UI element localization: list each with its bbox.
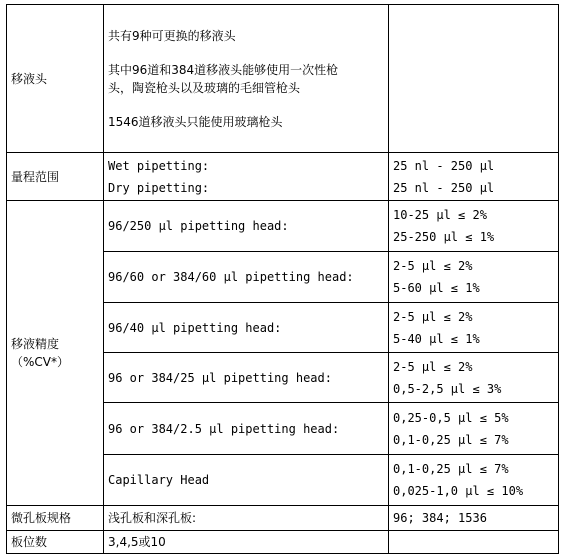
range-names-cell [104, 153, 389, 201]
spec-table [6, 4, 559, 554]
label-plate-formats: 微孔板规格 [7, 506, 104, 531]
heads-desc-line3: 头，陶瓷枪头以及玻璃的毛细管枪头 [108, 80, 301, 95]
range-wet-name: Wet pipetting: [108, 158, 210, 173]
heads-value-cell [389, 5, 559, 153]
heads-desc-line1: 共有9种可更换的移液头 [108, 28, 236, 43]
precision-head-1-name: 96/250 μl pipetting head: [104, 201, 389, 252]
precision-head-2-name: 96/60 or 384/60 μl pipetting head: [104, 252, 389, 303]
precision-head-6-v2: 0,025-1,0 μl ≤ 10% [393, 484, 524, 498]
row-volume-range [7, 153, 559, 201]
row-pipetting-heads [7, 5, 559, 153]
precision-head-4-v1: 2-5 μl ≤ 2% [393, 359, 473, 374]
precision-head-4-name: 96 or 384/25 μl pipetting head: [104, 353, 389, 403]
precision-head-2-v2: 5-60 μl ≤ 1% [393, 281, 480, 295]
precision-head-3-name: 96/40 μl pipetting head: [104, 303, 389, 353]
label-plate-positions: 板位数 [7, 531, 104, 554]
range-dry-value: 25 nl - 250 μl [393, 180, 495, 195]
precision-head-3-values [389, 303, 559, 353]
precision-row-1 [7, 201, 559, 252]
label-precision-sub: （%CV*） [11, 355, 69, 369]
precision-head-4-values [389, 353, 559, 403]
precision-head-1-v1: 10-25 μl ≤ 2% [393, 208, 487, 222]
label-precision-cell [7, 201, 104, 506]
precision-head-6-name: Capillary Head [104, 455, 389, 506]
precision-head-5-v1: 0,25-0,5 μl ≤ 5% [393, 410, 509, 425]
precision-head-5-name: 96 or 384/2.5 μl pipetting head: [104, 403, 389, 455]
heads-desc-line2: 其中96道和384道移液头能够使用一次性枪 [108, 62, 339, 77]
precision-head-1-values [389, 201, 559, 252]
plate-formats-name: 浅孔板和深孔板: [104, 506, 389, 531]
heads-desc-line4: 1546道移液头只能使用玻璃枪头 [108, 114, 283, 129]
plate-positions-value [389, 531, 559, 554]
label-volume-range: 量程范围 [7, 153, 104, 201]
precision-head-2-values [389, 252, 559, 303]
precision-head-6-v1: 0,1-0,25 μl ≤ 7% [393, 462, 509, 476]
label-pipetting-heads: 移液头 [7, 5, 104, 153]
heads-description [104, 5, 389, 153]
row-plate-positions [7, 531, 559, 554]
precision-head-5-v2: 0,1-0,25 μl ≤ 7% [393, 432, 509, 447]
precision-head-3-v2: 5-40 μl ≤ 1% [393, 331, 480, 346]
range-values-cell [389, 153, 559, 201]
precision-head-6-values [389, 455, 559, 506]
precision-head-2-v1: 2-5 μl ≤ 2% [393, 259, 473, 273]
precision-head-4-v2: 0,5-2,5 μl ≤ 3% [393, 381, 502, 396]
precision-head-1-v2: 25-250 μl ≤ 1% [393, 230, 495, 244]
precision-head-3-v1: 2-5 μl ≤ 2% [393, 309, 473, 324]
range-dry-name: Dry pipetting: [108, 180, 210, 195]
plate-positions-name: 3,4,5或10 [104, 531, 389, 554]
precision-head-5-values [389, 403, 559, 455]
row-plate-formats [7, 506, 559, 531]
range-wet-value: 25 nl - 250 μl [393, 158, 495, 173]
plate-formats-value: 96; 384; 1536 [389, 506, 559, 531]
label-precision: 移液精度 [11, 337, 60, 351]
